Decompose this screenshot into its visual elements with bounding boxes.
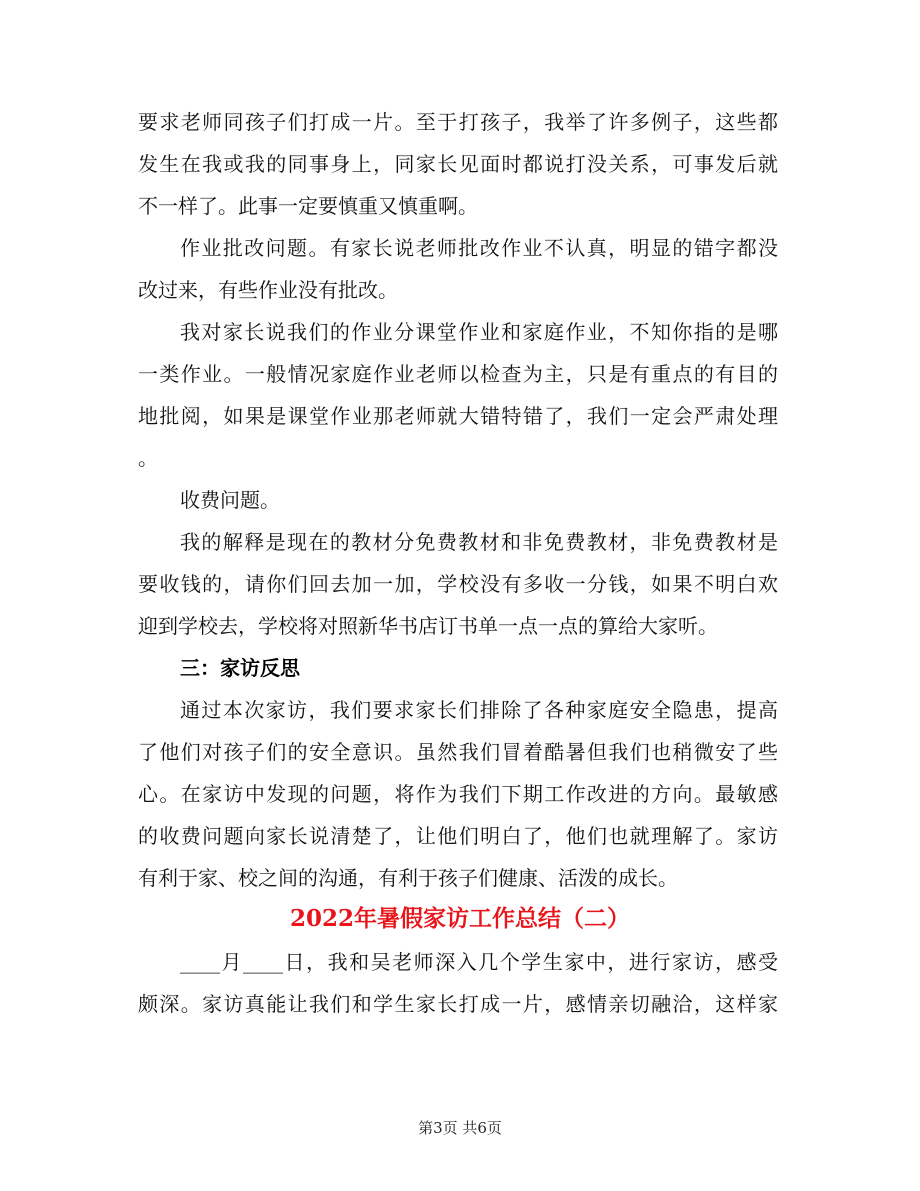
body-line: 一类作业。一般情况家庭作业老师以检查为主，只是有重点的有目的 [138, 362, 778, 386]
section-title: 2022年暑假家访工作总结（二） [289, 905, 630, 932]
page-footer: 第3页 共6页 [418, 1119, 502, 1137]
body-line: 。 [138, 446, 158, 470]
body-line: 心。在家访中发现的问题，将作为我们下期工作改进的方向。最敏感 [138, 782, 778, 806]
body-line: 颇深。家访真能让我们和学生家长打成一片，感情亲切融洽，这样家 [138, 992, 778, 1016]
body-line: 要求老师同孩子们打成一片。至于打孩子，我举了许多例子，这些都 [138, 110, 778, 134]
body-line: 不一样了。此事一定要慎重又慎重啊。 [138, 194, 478, 218]
body-line: 要收钱的，请你们回去加一加，学校没有多收一分钱，如果不明白欢 [138, 572, 778, 596]
body-line: 发生在我或我的同事身上，同家长见面时都说打没关系，可事发后就 [138, 152, 778, 176]
paragraph-first-line: ____月____日，我和吴老师深入几个学生家中，进行家访，感受 [180, 950, 778, 974]
body-line: 改过来，有些作业没有批改。 [138, 278, 398, 302]
body-line: 了他们对孩子们的安全意识。虽然我们冒着酷暑但我们也稍微安了些 [138, 740, 778, 764]
body-line: 地批阅，如果是课堂作业那老师就大错特错了，我们一定会严肃处理 [138, 404, 778, 428]
section-heading: 三：家访反思 [180, 656, 300, 680]
paragraph-first-line: 收费问题。 [180, 488, 280, 512]
paragraph-first-line: 作业批改问题。有家长说老师批改作业不认真，明显的错字都没 [180, 236, 778, 260]
paragraph-first-line: 我对家长说我们的作业分课堂作业和家庭作业，不知你指的是哪 [180, 320, 778, 344]
body-line: 有利于家、校之间的沟通，有利于孩子们健康、活泼的成长。 [138, 866, 678, 890]
paragraph-first-line: 通过本次家访，我们要求家长们排除了各种家庭安全隐患，提高 [180, 698, 778, 722]
body-line: 的收费问题向家长说清楚了，让他们明白了，他们也就理解了。家访 [138, 824, 778, 848]
paragraph-first-line: 我的解释是现在的教材分免费教材和非免费教材，非免费教材是 [180, 530, 778, 554]
body-line: 迎到学校去，学校将对照新华书店订书单一点一点的算给大家听。 [138, 614, 718, 638]
